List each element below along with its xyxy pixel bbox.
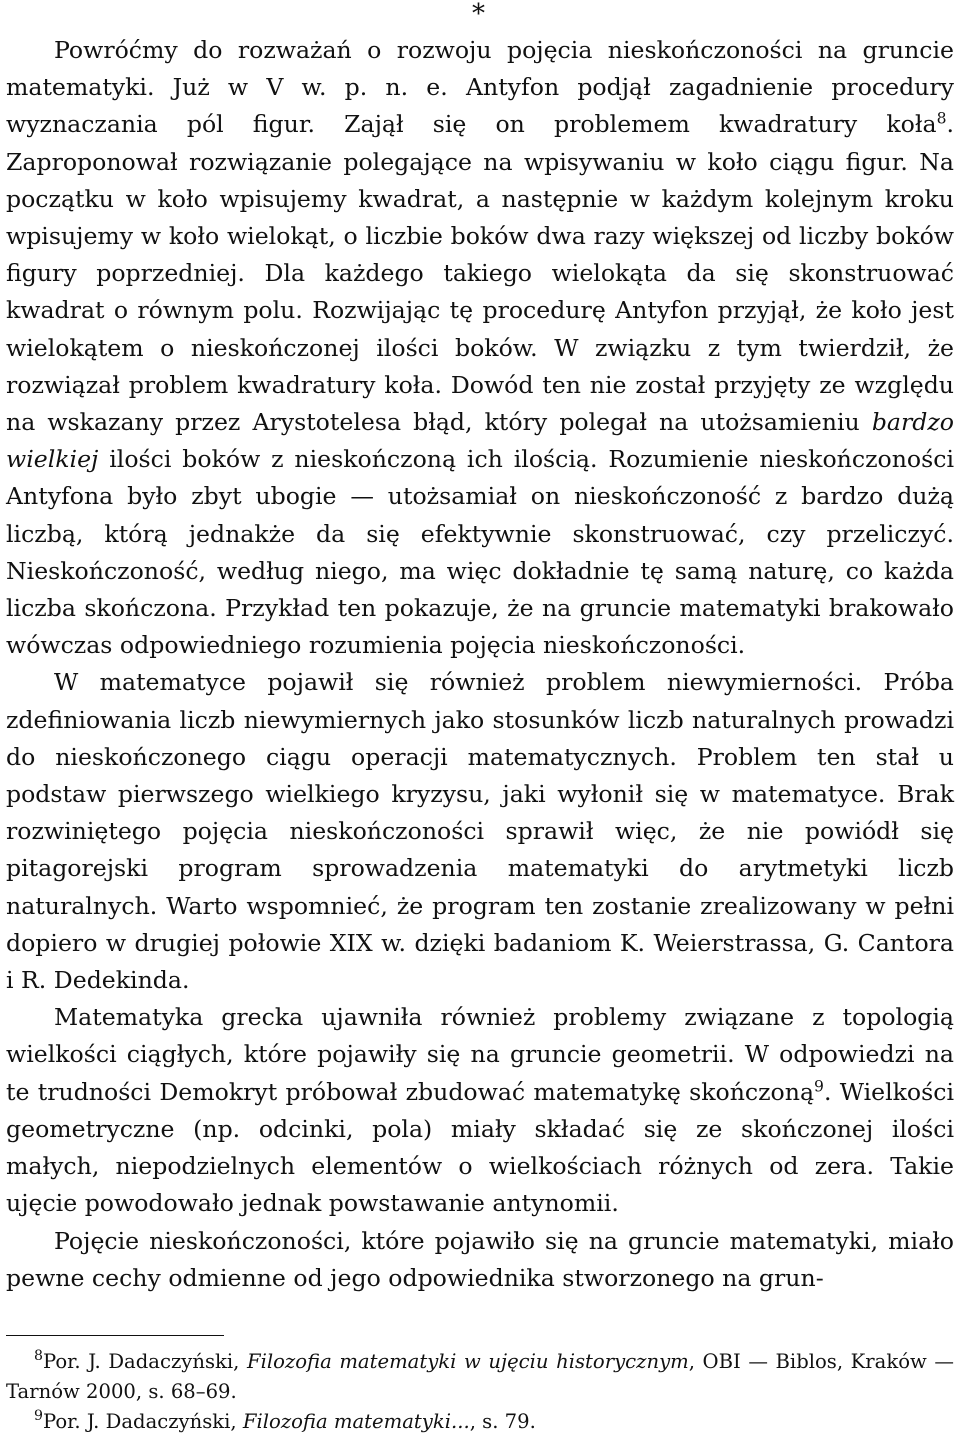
footnote-8 — [6, 1347, 954, 1407]
footnote-ref-8[interactable]: 8 — [936, 109, 947, 128]
footnote-separator — [6, 1335, 224, 1336]
text-run: Pojęcie nieskończoności, które pojawiło się na gruncie matematyki, miało pewne cechy odmienne od jego odpowiednika stworzonego na grun- — [6, 1226, 954, 1292]
text-run: Por. J. Dadaczyński, — [42, 1350, 247, 1373]
body-text — [6, 32, 954, 1297]
text-run: Matematyka grecka ujawniła również problemy związane z topologią wielkości ciągłych, które pojawiły się na gruncie geometrii. W odpowiedzi na te trudności Demokryt próbował zbudować matematykę skończoną — [6, 1003, 954, 1106]
text-run: , OBI — Biblos, Kraków — Tarnów 2000, s. 68–69. — [6, 1350, 954, 1403]
footnote-9 — [6, 1407, 954, 1437]
footnote-number: 9 — [34, 1408, 43, 1425]
text-run: . Zaproponował rozwiązanie polegające na wpisywaniu w koło ciągu figur. Na początku w koło wpisujemy kwadrat, a następnie w każdym kolejnym kroku wpisujemy w koło wielokąt, o liczbie boków dwa razy większej od liczby boków figury poprzedniej. Dla każdego takiego wielokąta da się skonstruować kwadrat o równym polu. Rozwijając tę procedurę Antyfon przyjął, że koło jest wielokątem o nieskończonej ilości boków. W związku z tym twierdził, że rozwiązał problem kwadratury koła. Dowód ten nie został przyjęty ze względu na wskazany przez Arystotelesa błąd, który polegał na utożsamieniu — [6, 110, 954, 437]
paragraph-antyfon — [6, 32, 954, 664]
text-run: W matematyce pojawił się również problem niewymierności. Próba zdefiniowania liczb niewymiernych jako stosunków liczb naturalnych prowadzi do nieskończonego ciągu operacji matematycznych. Problem ten stał u podstaw pierwszego wielkiego kryzysu, jaki wyłonił się w matematyce. Brak rozwiniętego pojęcia nieskończoności sprawił więc, że nie powiódł się pitagorejski program sprowadzenia matematyki do arytmetyki liczb naturalnych. Warto wspomnieć, że program ten zostanie zrealizowany w pełni dopiero w drugiej połowie XIX w. dzięki badaniom K. Weierstrassa, G. Cantora i R. Dedekinda. — [6, 668, 954, 995]
book-title: Filozofia matematyki w ujęciu historycznym — [246, 1350, 689, 1373]
footnotes — [6, 1347, 954, 1437]
document-page — [6, 0, 954, 1440]
footnote-number: 8 — [34, 1348, 43, 1365]
book-title: Filozofia matematyki... — [242, 1410, 470, 1433]
paragraph-demokryt — [6, 999, 954, 1222]
text-run: . Wielkości geometryczne (np. odcinki, pola) miały składać się ze skończonej ilości małych, niepodzielnych elementów o wielkościach różnych od zera. Takie ujęcie powodowało jednak powstawanie antynomii. — [6, 1077, 954, 1218]
text-run: Por. J. Dadaczyński, — [42, 1410, 243, 1433]
paragraph-pojecie — [6, 1223, 954, 1297]
section-break-asterisk: * — [472, 0, 485, 29]
emphasis-text: bardzo wielkiej — [6, 408, 954, 474]
footnote-ref-9[interactable]: 9 — [814, 1077, 824, 1096]
text-run: Powróćmy do rozważań o rozwoju pojęcia nieskończoności na gruncie matematyki. Już w V w. p. n. e. Antyfon podjął zagadnienie procedury wyznaczania pól figur. Zajął się on problemem kwadratury koła — [6, 36, 954, 139]
paragraph-niewymiernosc — [6, 664, 954, 999]
text-run: , s. 79. — [469, 1410, 536, 1433]
text-run: ilości boków z nieskończoną ich ilością. Rozumienie nieskończoności Antyfona było zbyt ubogie — utożsamiał on nieskończoność z bardzo dużą liczbą, którą jednakże da się efektywnie skonstruować, czy przeliczyć. Nieskończoność, według niego, ma więc dokładnie tę samą naturę, co każda liczba skończona. Przykład ten pokazuje, że na gruncie matematyki brakowało wówczas odpowiedniego rozumienia pojęcia nieskończoności. — [6, 445, 954, 660]
